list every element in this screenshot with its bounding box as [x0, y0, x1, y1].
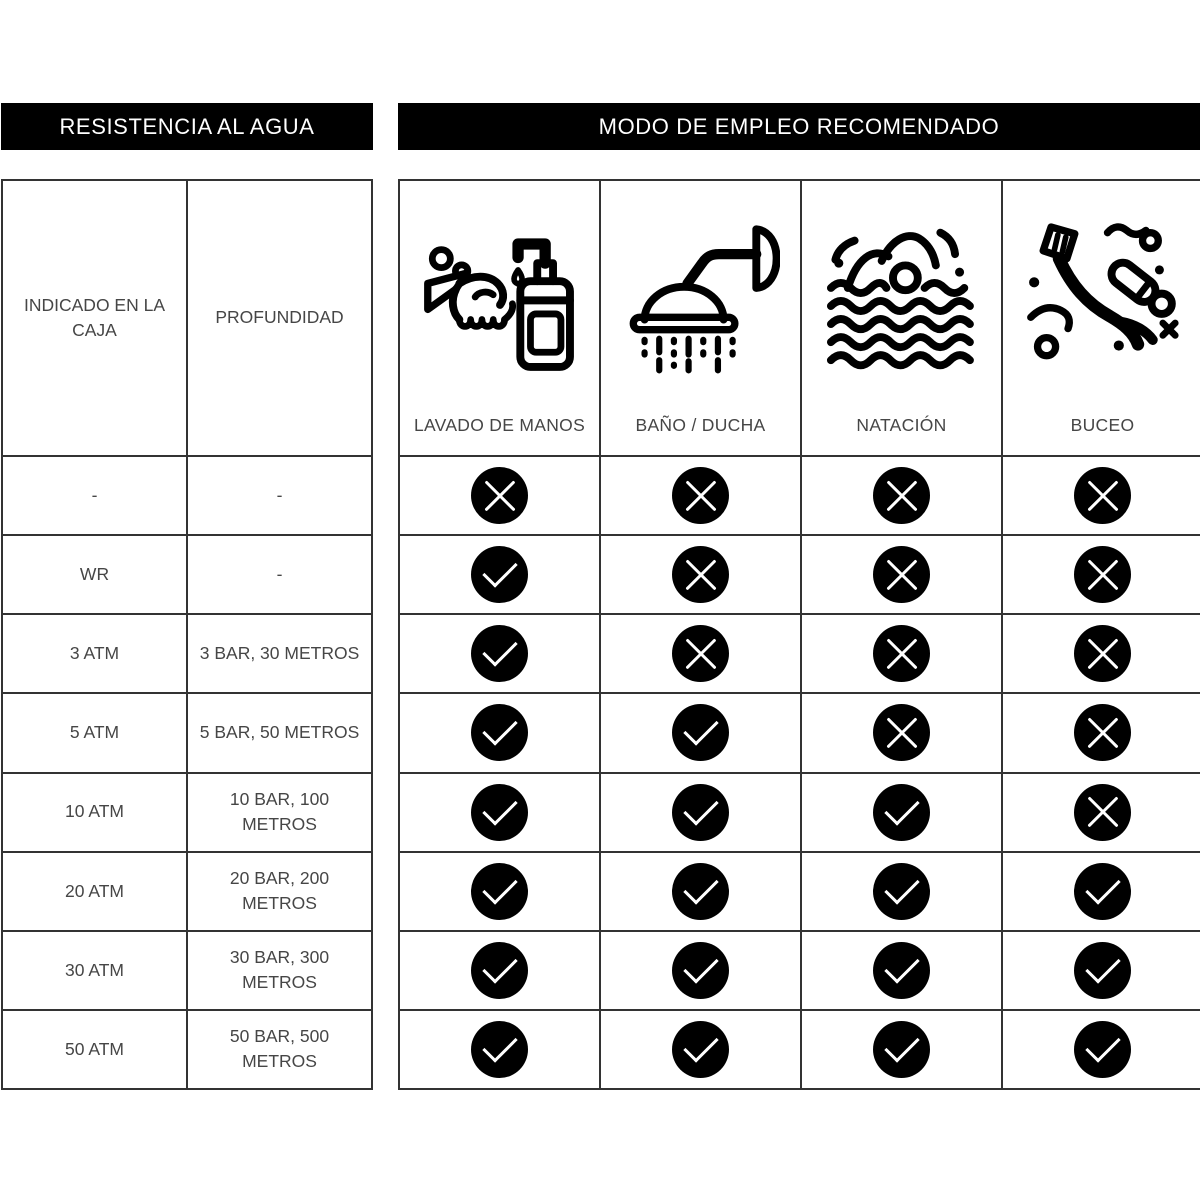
check-mark-icon	[873, 863, 930, 920]
resistance-row-depth: -	[188, 457, 371, 534]
usage-cell	[1003, 853, 1200, 930]
usage-cell	[1003, 694, 1200, 771]
usage-cell	[601, 615, 800, 692]
usage-cell	[802, 694, 1001, 771]
cross-mark-icon	[1074, 546, 1131, 603]
cross-mark-icon	[1074, 784, 1131, 841]
resistance-row-depth: -	[188, 536, 371, 613]
usage-col-label: BUCEO	[1070, 414, 1135, 435]
usage-cell	[1003, 932, 1200, 1009]
resistance-table	[1, 179, 373, 1090]
check-mark-icon	[471, 704, 528, 761]
check-mark-icon	[672, 704, 729, 761]
usage-cell	[601, 774, 800, 851]
usage-cell	[601, 457, 800, 534]
usage-cell	[802, 615, 1001, 692]
usage-cell	[1003, 615, 1200, 692]
usage-col-header-handwash	[400, 181, 599, 455]
check-mark-icon	[1074, 942, 1131, 999]
usage-col-label: BAÑO / DUCHA	[635, 414, 766, 435]
usage-cell	[601, 1011, 800, 1088]
resistance-row-label: 50 ATM	[3, 1011, 186, 1088]
resistance-row-label: 3 ATM	[3, 615, 186, 692]
resistance-row-depth: 5 BAR, 50 METROS	[188, 694, 371, 771]
check-mark-icon	[471, 863, 528, 920]
cross-mark-icon	[1074, 467, 1131, 524]
usage-col-header-diving	[1003, 181, 1200, 455]
check-mark-icon	[1074, 863, 1131, 920]
shower-icon	[622, 218, 780, 376]
usage-cell	[802, 853, 1001, 930]
usage-cell	[1003, 457, 1200, 534]
swimming-icon	[823, 218, 981, 376]
cross-mark-icon	[1074, 704, 1131, 761]
cross-mark-icon	[873, 704, 930, 761]
usage-cell	[802, 932, 1001, 1009]
check-mark-icon	[1074, 1021, 1131, 1078]
resistance-row-label: 5 ATM	[3, 694, 186, 771]
resistance-header-title: RESISTENCIA AL AGUA	[59, 113, 315, 139]
usage-cell	[802, 1011, 1001, 1088]
usage-cell	[400, 853, 599, 930]
cross-mark-icon	[672, 546, 729, 603]
usage-cell	[400, 536, 599, 613]
usage-cell	[400, 615, 599, 692]
usage-col-header-shower	[601, 181, 800, 455]
usage-cell	[400, 457, 599, 534]
cross-mark-icon	[873, 546, 930, 603]
usage-cell	[400, 932, 599, 1009]
usage-cell	[601, 932, 800, 1009]
resistance-header-bar	[1, 103, 373, 150]
usage-cell	[1003, 774, 1200, 851]
cross-mark-icon	[873, 625, 930, 682]
cross-mark-icon	[1074, 625, 1131, 682]
usage-cell	[1003, 1011, 1200, 1088]
usage-cell	[802, 774, 1001, 851]
cross-mark-icon	[471, 467, 528, 524]
check-mark-icon	[672, 784, 729, 841]
check-mark-icon	[873, 1021, 930, 1078]
usage-col-label: NATACIÓN	[856, 414, 947, 435]
cross-mark-icon	[672, 467, 729, 524]
resistance-col-header-box: INDICADO EN LA CAJA	[3, 181, 186, 455]
resistance-row-depth: 3 BAR, 30 METROS	[188, 615, 371, 692]
resistance-row-label: -	[3, 457, 186, 534]
usage-cell	[400, 774, 599, 851]
resistance-row-label: 20 ATM	[3, 853, 186, 930]
usage-header-title: MODO DE EMPLEO RECOMENDADO	[598, 113, 1000, 139]
check-mark-icon	[471, 625, 528, 682]
check-mark-icon	[471, 1021, 528, 1078]
usage-cell	[802, 536, 1001, 613]
usage-cell	[400, 694, 599, 771]
resistance-col-header-depth: PROFUNDIDAD	[188, 181, 371, 455]
check-mark-icon	[672, 1021, 729, 1078]
resistance-row-label: 30 ATM	[3, 932, 186, 1009]
usage-cell	[601, 853, 800, 930]
resistance-row-depth: 30 BAR, 300 METROS	[188, 932, 371, 1009]
usage-cell	[400, 1011, 599, 1088]
usage-cell	[601, 536, 800, 613]
check-mark-icon	[873, 784, 930, 841]
resistance-row-label: 10 ATM	[3, 774, 186, 851]
usage-col-header-swimming	[802, 181, 1001, 455]
usage-header-bar	[398, 103, 1200, 150]
resistance-row-label: WR	[3, 536, 186, 613]
resistance-row-depth: 20 BAR, 200 METROS	[188, 853, 371, 930]
resistance-row-depth: 10 BAR, 100 METROS	[188, 774, 371, 851]
check-mark-icon	[672, 942, 729, 999]
usage-cell	[601, 694, 800, 771]
usage-cell	[802, 457, 1001, 534]
hand-wash-icon	[421, 218, 579, 376]
check-mark-icon	[471, 784, 528, 841]
check-mark-icon	[873, 942, 930, 999]
cross-mark-icon	[873, 467, 930, 524]
check-mark-icon	[471, 942, 528, 999]
check-mark-icon	[471, 546, 528, 603]
check-mark-icon	[672, 863, 729, 920]
usage-cell	[1003, 536, 1200, 613]
usage-col-label: LAVADO DE MANOS	[413, 414, 586, 435]
diving-icon	[1024, 218, 1182, 376]
usage-table	[398, 179, 1200, 1090]
cross-mark-icon	[672, 625, 729, 682]
resistance-row-depth: 50 BAR, 500 METROS	[188, 1011, 371, 1088]
